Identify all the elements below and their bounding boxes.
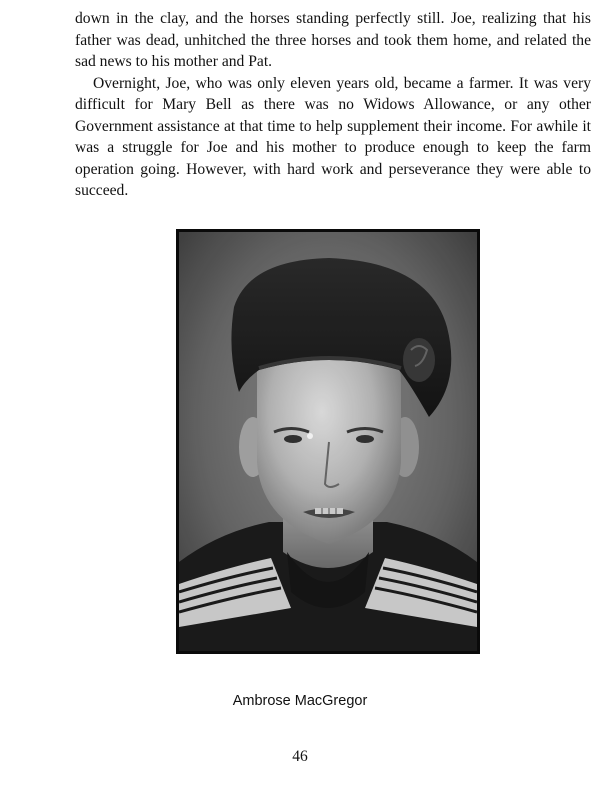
page-number: 46 xyxy=(292,748,308,765)
portrait-image xyxy=(179,232,477,651)
paragraph: Overnight, Joe, who was only eleven years old, became a farmer. It was very difficult for Mary Bell as there was no Widows Allowance, or any other Government assistance at that time to help supplement their income. For awhile it was a struggle for Joe and his mother to produce enough to keep the farm operation going. However, with hard work and perseverance they were able to succeed. xyxy=(75,74,591,199)
body-text xyxy=(75,8,591,202)
photo-caption: Ambrose MacGregor xyxy=(232,693,368,709)
paragraph: down in the clay, and the horses standing perfectly still. Joe, realizing that his father was dead, unhitched the three horses and took them home, and related the sad news to his mother and Pat. xyxy=(75,10,591,70)
portrait-photo xyxy=(176,229,480,654)
